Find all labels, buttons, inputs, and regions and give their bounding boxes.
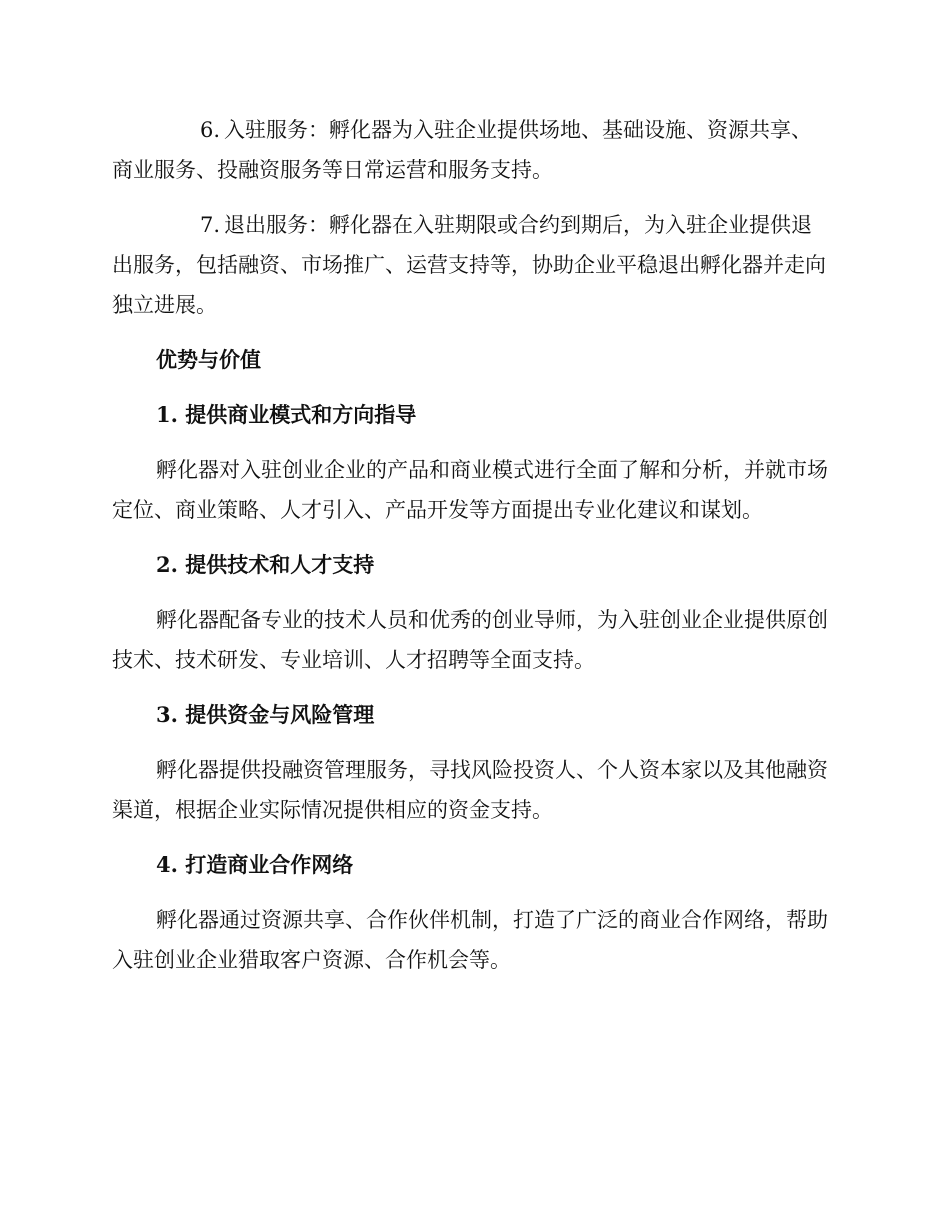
service-item-7: [112, 205, 832, 325]
advantage-body-3: 孵化器提供投融资管理服务，寻找风险投资人、个人资本家以及其他融资渠道，根据企业实际情况提供相应的资金支持。: [112, 758, 828, 822]
advantage-title-4: 4. 打造商业合作网络: [156, 852, 354, 877]
advantage-title-1: 1. 提供商业模式和方向指导: [156, 402, 417, 427]
section-title: 优势与价值: [156, 347, 261, 372]
item-text: 退出服务：孵化器在入驻期限或合约到期后，为入驻企业提供退出服务，包括融资、市场推广、运营支持等，协助企业平稳退出孵化器并走向独立进展。: [112, 213, 826, 317]
item-number: 6.: [200, 118, 221, 142]
item-text: 入驻服务：孵化器为入驻企业提供场地、基础设施、资源共享、商业服务、投融资服务等日常运营和服务支持。: [112, 118, 812, 182]
advantage-body-1: 孵化器对入驻创业企业的产品和商业模式进行全面了解和分析，并就市场定位、商业策略、人才引入、产品开发等方面提出专业化建议和谋划。: [112, 458, 828, 522]
advantage-title-2: 2. 提供技术和人才支持: [156, 552, 375, 577]
item-number: 7.: [200, 213, 221, 237]
advantage-body-2: 孵化器配备专业的技术人员和优秀的创业导师，为入驻创业企业提供原创技术、技术研发、专业培训、人才招聘等全面支持。: [112, 608, 828, 672]
advantage-title-3: 3. 提供资金与风险管理: [156, 702, 375, 727]
service-item-6: [112, 110, 832, 190]
advantage-body-4: 孵化器通过资源共享、合作伙伴机制，打造了广泛的商业合作网络，帮助入驻创业企业猎取客户资源、合作机会等。: [112, 908, 828, 972]
document-page: [112, 110, 832, 995]
